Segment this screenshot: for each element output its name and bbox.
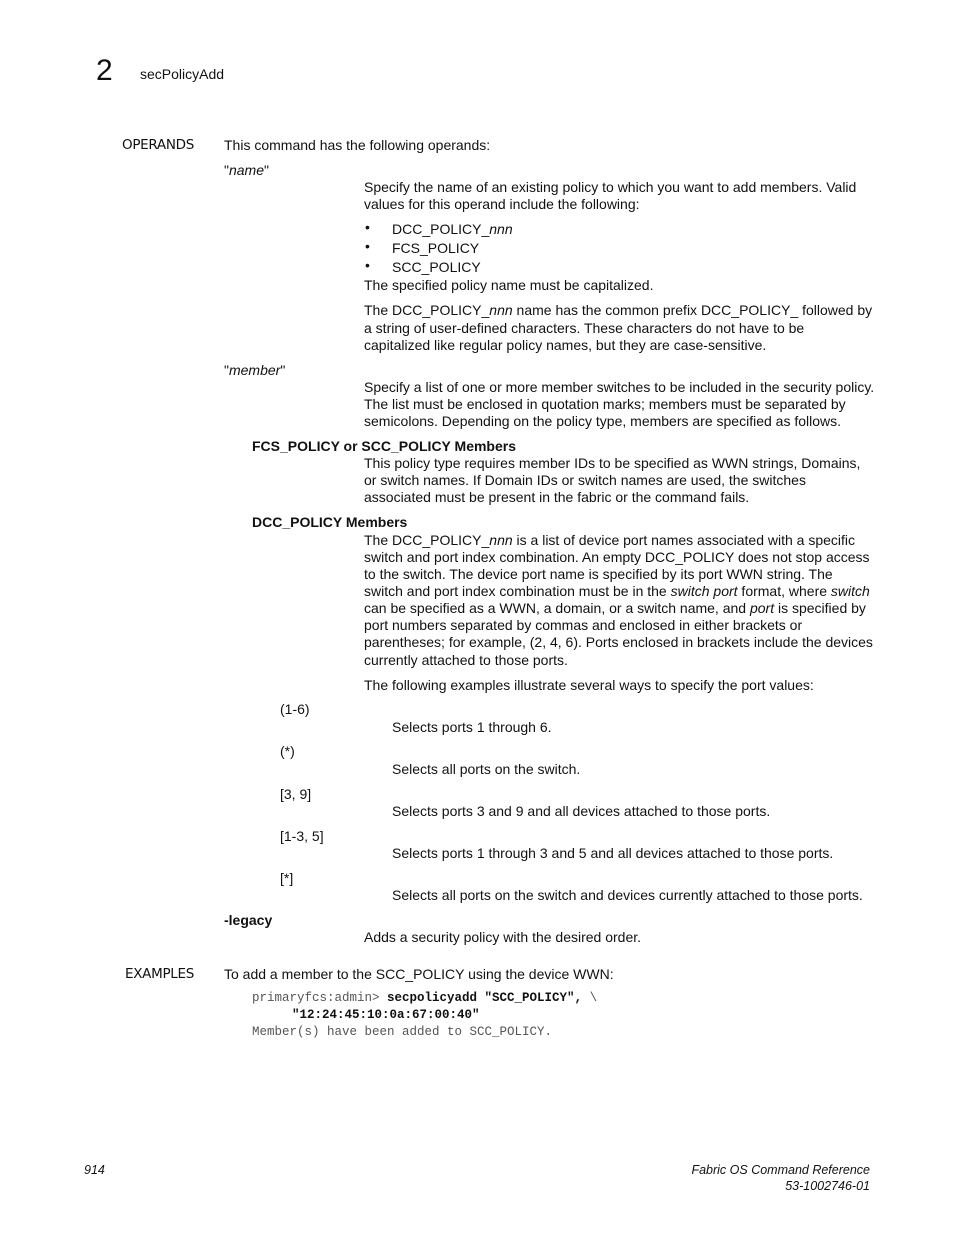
command-name-header: secPolicyAdd: [140, 66, 225, 82]
fcs-scc-heading: FCS_POLICY or SCC_POLICY Members: [252, 438, 516, 454]
member-desc-line3: semicolons. Depending on the policy type, members are specified as follows.: [364, 413, 842, 429]
bullet-dot: •: [365, 257, 370, 273]
name-desc-line2: values for this operand include the following:: [364, 196, 640, 212]
bullet-dot: •: [365, 219, 370, 235]
dcc-line2: switch and port index combination. An empty DCC_POLICY does not stop access: [364, 549, 870, 565]
member-desc-line1: Specify a list of one or more member switches to be included in the security policy.: [364, 379, 875, 395]
dcc-line4: switch and port index combination must be in the switch port format, where switch: [364, 583, 870, 599]
port-example-desc: Selects ports 1 through 6.: [392, 719, 552, 735]
port-example-desc: Selects all ports on the switch and devices currently attached to those ports.: [392, 887, 863, 903]
book-title: Fabric OS Command Reference: [691, 1163, 870, 1177]
prefix-line2: a string of user-defined characters. These characters do not have to be: [364, 320, 805, 336]
capitalization-note: The specified policy name must be capitalized.: [364, 277, 654, 293]
port-example-desc: Selects ports 1 through 3 and 5 and all devices attached to those ports.: [392, 845, 834, 861]
operands-heading: OPERANDS: [122, 137, 195, 153]
operand-legacy-label: -legacy: [224, 912, 273, 928]
dcc-line5: can be specified as a WWN, a domain, or a switch name, and port is specified by: [364, 600, 866, 616]
prefix-line1: The DCC_POLICY_nnn name has the common prefix DCC_POLICY_ followed by: [364, 302, 873, 318]
port-examples-intro: The following examples illustrate several ways to specify the port values:: [364, 677, 814, 693]
operand-name-label: "name": [224, 162, 269, 178]
fcs-line1: This policy type requires member IDs to be specified as WWN strings, Domains,: [364, 455, 861, 471]
dcc-heading: DCC_POLICY Members: [252, 514, 408, 530]
document-number: 53-1002746-01: [785, 1179, 870, 1193]
port-example-desc: Selects all ports on the switch.: [392, 761, 581, 777]
code-output: Member(s) have been added to SCC_POLICY.: [252, 1025, 553, 1039]
member-desc-line2: The list must be enclosed in quotation marks; members must be separated by: [364, 396, 846, 412]
bullet-item-fcs: FCS_POLICY: [392, 240, 480, 256]
port-example-value: (*): [280, 743, 295, 759]
dcc-line3: to the switch. The device port name is specified by its port WWN string. The: [364, 566, 833, 582]
prefix-line3: capitalized like regular policy names, but they are case-sensitive.: [364, 337, 767, 353]
name-desc-line1: Specify the name of an existing policy to which you want to add members. Valid: [364, 179, 857, 195]
dcc-line7: parentheses; for example, (2, 4, 6). Ports enclosed in brackets include the devices: [364, 634, 873, 650]
dcc-line8: currently attached to those ports.: [364, 652, 568, 668]
operands-intro: This command has the following operands:: [224, 137, 491, 153]
examples-intro: To add a member to the SCC_POLICY using the device WWN:: [224, 966, 614, 982]
port-example-desc: Selects ports 3 and 9 and all devices attached to those ports.: [392, 803, 771, 819]
fcs-line3: associated must be present in the fabric or the command fails.: [364, 489, 750, 505]
page-number: 914: [84, 1163, 105, 1177]
fcs-line2: or switch names. If Domain IDs or switch names are used, the switches: [364, 472, 806, 488]
port-example-value: [*]: [280, 870, 294, 886]
bullet-dot: •: [365, 238, 370, 254]
dcc-line6: port numbers separated by commas and enclosed in either brackets or: [364, 617, 803, 633]
port-example-value: [1-3, 5]: [280, 828, 324, 844]
code-line1: primaryfcs:admin> secpolicyadd "SCC_POLICY", \: [252, 991, 598, 1005]
dcc-line1: The DCC_POLICY_nnn is a list of device port names associated with a specific: [364, 532, 856, 548]
code-line2: "12:24:45:10:0a:67:00:40": [292, 1008, 480, 1022]
port-example-value: [3, 9]: [280, 786, 312, 802]
operand-name-text: name: [228, 162, 265, 178]
bullet-item-scc: SCC_POLICY: [392, 259, 481, 275]
operand-member-label: "member": [224, 362, 286, 378]
chapter-number: 2: [96, 54, 113, 87]
bullet-item-dcc: DCC_POLICY_nnn: [392, 221, 513, 237]
operand-member-text: member: [228, 362, 281, 378]
examples-heading: EXAMPLES: [125, 966, 195, 982]
port-example-value: (1-6): [280, 701, 310, 717]
legacy-desc: Adds a security policy with the desired order.: [364, 929, 642, 945]
